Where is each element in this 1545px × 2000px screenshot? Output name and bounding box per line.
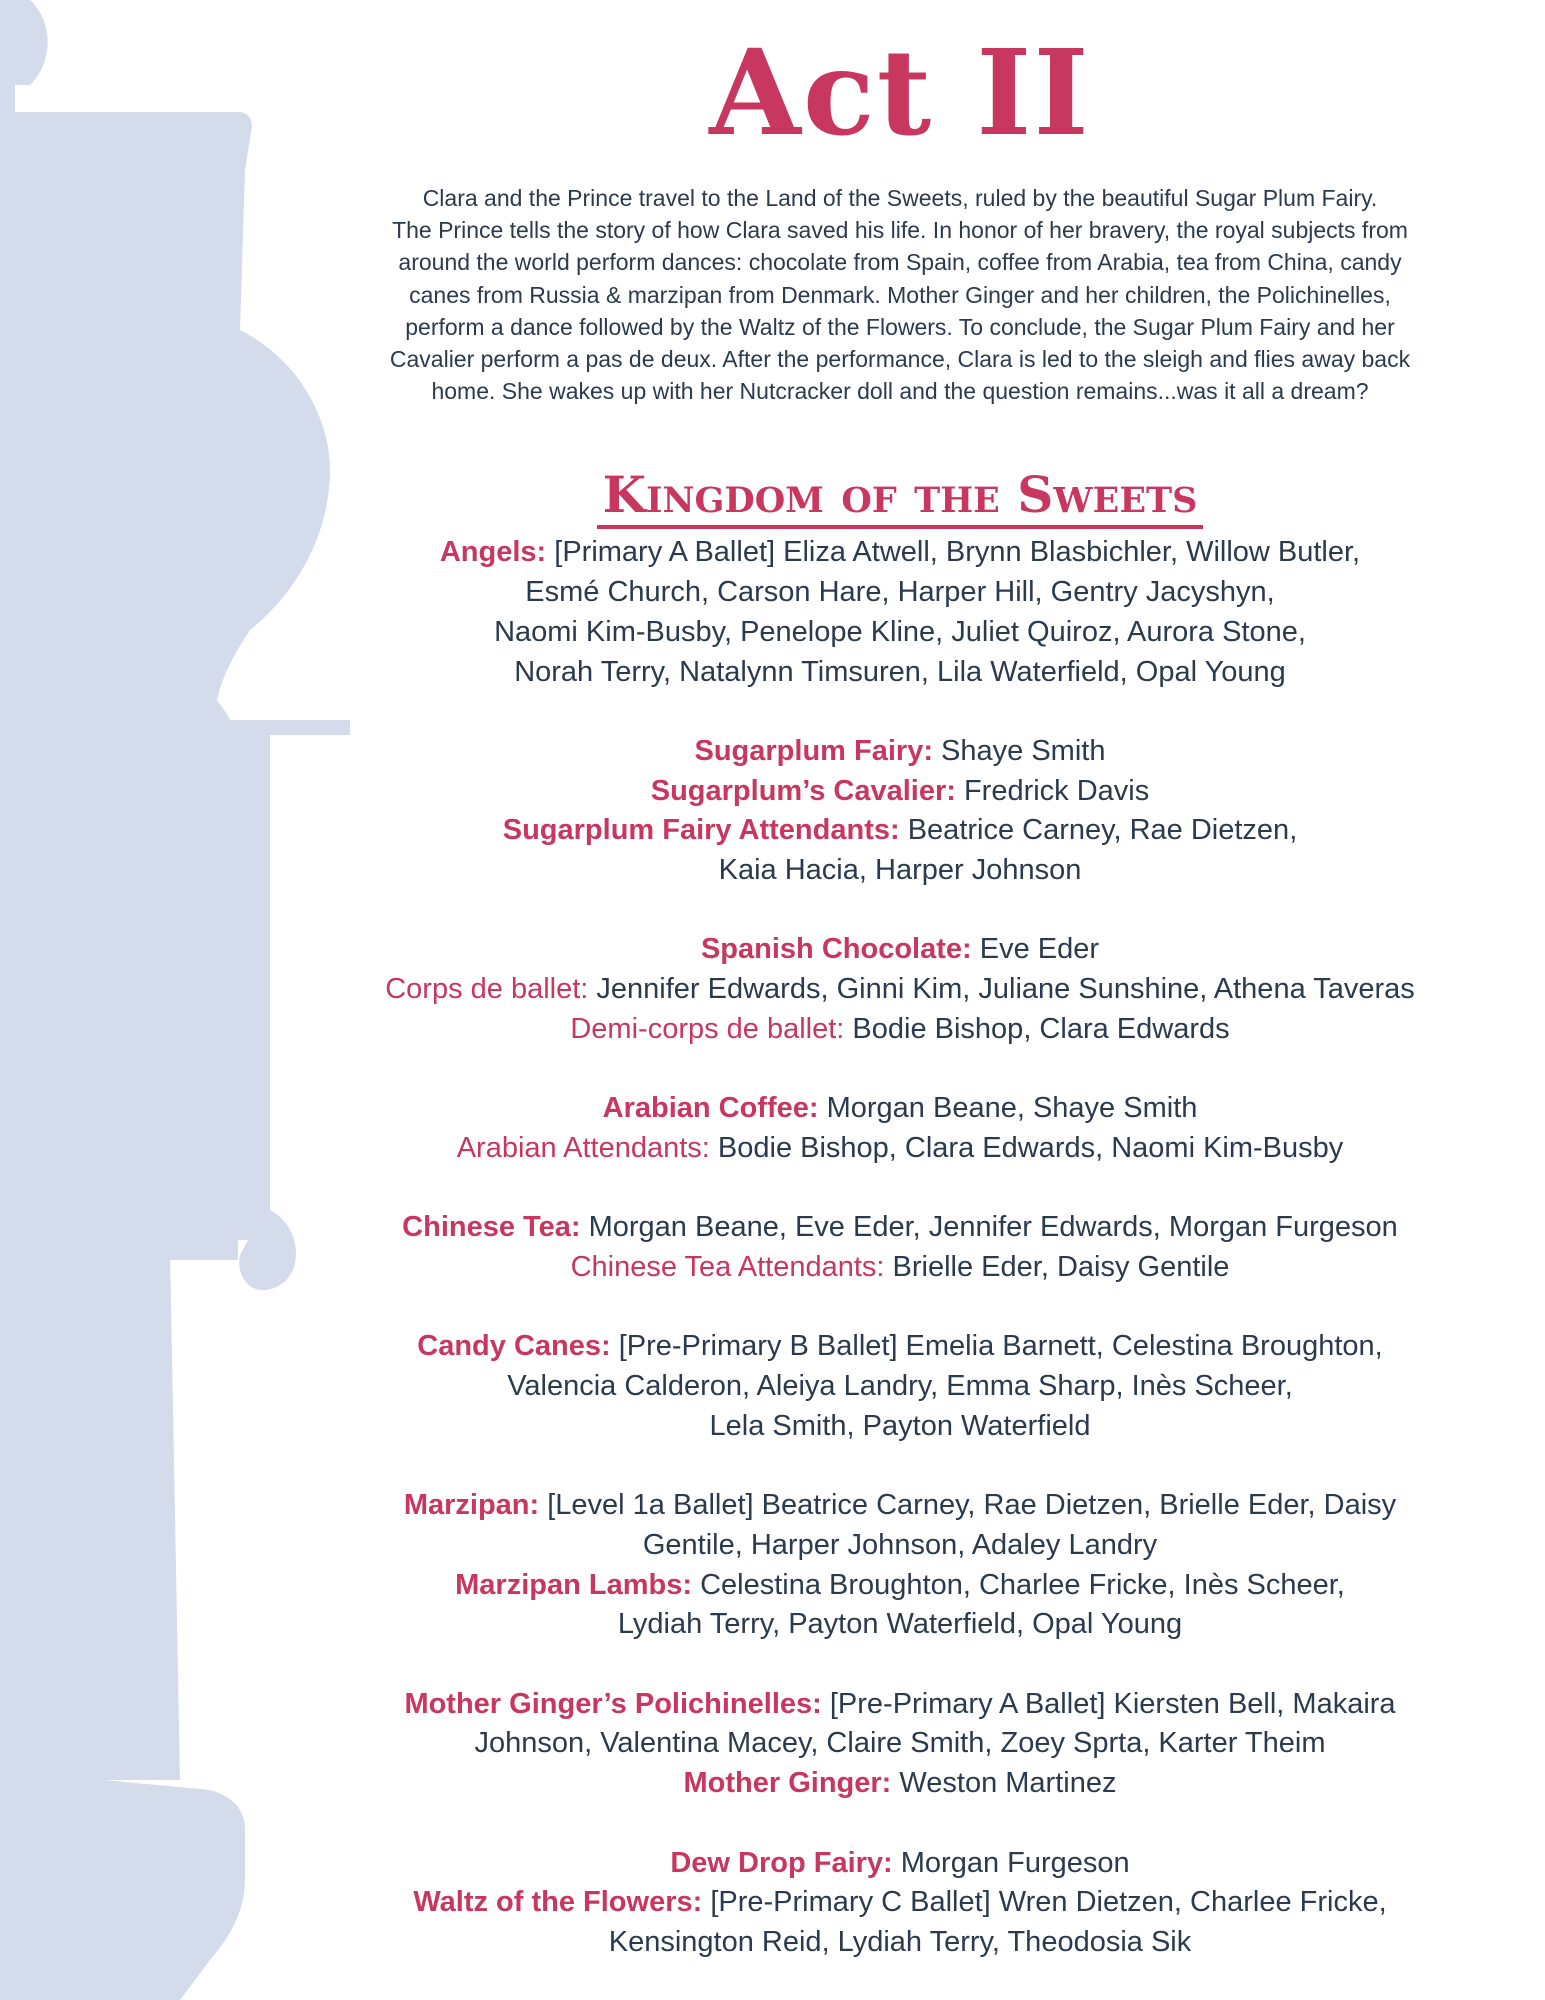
cast-entry-polichinelles [280,1685,1520,1725]
cast-names: Fredrick Davis [955,774,1150,807]
cast-names: Lydiah Terry, Payton Waterfield, Opal Young [617,1608,1183,1641]
role-label: Chinese Tea: [402,1211,581,1244]
cast-names: Eve Eder [971,933,1100,966]
cast-names: Weston Martinez [891,1767,1117,1800]
synopsis-line: around the world perform dances: chocolate from Spain, coffee from Arabia, tea from China, candy [398,249,1402,276]
cast-entry-arabian [280,1089,1520,1129]
role-label: Angels: [439,536,547,569]
cast-names: Esmé Church, Carson Hare, Harper Hill, Gentry Jacyshyn, [525,576,1275,609]
cast-entry-chinese [280,1208,1520,1248]
cast-names: Morgan Furgeson [892,1846,1130,1879]
cast-entry-marzipan [280,1486,1520,1526]
role-label: Arabian Coffee: [602,1092,819,1125]
cast-entry-waltz [280,1883,1520,1923]
cast-names: [Level 1a Ballet] Beatrice Carney, Rae Dietzen, Brielle Eder, Daisy [539,1489,1397,1522]
cast-entry-candy [280,1327,1520,1367]
synopsis-line: perform a dance followed by the Waltz of the Flowers. To conclude, the Sugar Plum Fairy and her [405,313,1395,340]
cast-names: Beatrice Carney, Rae Dietzen, [899,814,1298,847]
role-label: Mother Ginger: [683,1767,892,1800]
synopsis-line: home. She wakes up with her Nutcracker doll and the question remains...was it all a dream? [431,378,1369,405]
synopsis-line: The Prince tells the story of how Clara saved his life. In honor of her bravery, the royal subjects from [392,217,1408,244]
cast-names: Morgan Beane, Eve Eder, Jennifer Edwards, Morgan Furgeson [580,1211,1398,1244]
role-label: Sugarplum Fairy Attendants: [502,814,900,847]
cast-entry-chinese-attendants [280,1248,1520,1288]
synopsis [300,182,1500,407]
role-label: Marzipan: [403,1489,540,1522]
cast-names: Bodie Bishop, Clara Edwards, Naomi Kim-Busby [709,1131,1344,1164]
cast-names: [Primary A Ballet] Eliza Atwell, Brynn Blasbichler, Willow Butler, [546,536,1361,569]
cast-names: Kensington Reid, Lydiah Terry, Theodosia Sik [608,1925,1192,1958]
cast-names: Lela Smith, Payton Waterfield [709,1409,1091,1442]
synopsis-line: Cavalier perform a pas de deux. After the performance, Clara is led to the sleigh and flies away back [389,346,1411,373]
cast-entry-spanish-corps [280,970,1520,1010]
cast-names: Valencia Calderon, Aleiya Landry, Emma Sharp, Inès Scheer, [507,1370,1293,1403]
cast-list [280,533,1520,1962]
cast-names: Shaye Smith [933,734,1106,767]
cast-names: Brielle Eder, Daisy Gentile [884,1251,1230,1284]
synopsis-line: canes from Russia & marzipan from Denmark. Mother Ginger and her children, the Polichinelles, [409,281,1391,308]
role-label: Waltz of the Flowers: [413,1886,703,1919]
role-label: Candy Canes: [417,1330,611,1363]
cast-entry-cavalier [280,772,1520,812]
synopsis-line: Clara and the Prince travel to the Land of the Sweets, ruled by the beautiful Sugar Plum Fairy. [422,185,1378,211]
role-label: Sugarplum Fairy: [694,734,933,767]
section-title: Kingdom of the Sweets [597,467,1204,529]
cast-entry-spanish [280,930,1520,970]
subrole-label: Arabian Attendants: [456,1131,710,1164]
program-page [280,0,1520,1963]
cast-names: Jennifer Edwards, Ginni Kim, Juliane Sunshine, Athena Taveras [588,973,1415,1006]
cast-names: Kaia Hacia, Harper Johnson [718,854,1082,887]
subrole-label: Chinese Tea Attendants: [570,1251,885,1284]
role-label: Marzipan Lambs: [455,1568,693,1601]
page-title: Act II [709,23,1091,162]
cast-entry-mother-ginger [280,1764,1520,1804]
cast-entry-arabian-attendants [280,1129,1520,1169]
cast-names: Johnson, Valentina Macey, Claire Smith, Zoey Sprta, Karter Theim [474,1727,1326,1760]
role-label: Mother Ginger’s Polichinelles: [404,1687,822,1720]
role-label: Spanish Chocolate: [700,933,972,966]
cast-names: [Pre-Primary A Ballet] Kiersten Bell, Makaira [821,1687,1396,1720]
role-label: Dew Drop Fairy: [670,1846,893,1879]
cast-entry-angels [280,533,1520,573]
role-label: Sugarplum’s Cavalier: [650,774,956,807]
cast-entry-sugarplum [280,732,1520,772]
cast-names: Gentile, Harper Johnson, Adaley Landry [642,1528,1158,1561]
cast-names: [Pre-Primary C Ballet] Wren Dietzen, Charlee Fricke, [702,1886,1387,1919]
cast-entry-dewdrop [280,1844,1520,1884]
subrole-label: Corps de ballet: [385,973,589,1006]
cast-names: Naomi Kim-Busby, Penelope Kline, Juliet Quiroz, Aurora Stone, [494,615,1306,648]
cast-names: Bodie Bishop, Clara Edwards [844,1012,1230,1045]
cast-names: Norah Terry, Natalynn Timsuren, Lila Waterfield, Opal Young [514,655,1286,688]
cast-names: Celestina Broughton, Charlee Fricke, Inès Scheer, [692,1568,1345,1601]
cast-names: Morgan Beane, Shaye Smith [818,1092,1198,1125]
cast-names: [Pre-Primary B Ballet] Emelia Barnett, Celestina Broughton, [610,1330,1383,1363]
subrole-label: Demi-corps de ballet: [570,1012,845,1045]
cast-entry-spanish-demi [280,1010,1520,1050]
cast-entry-lambs [280,1566,1520,1606]
cast-entry-attendants [280,811,1520,851]
